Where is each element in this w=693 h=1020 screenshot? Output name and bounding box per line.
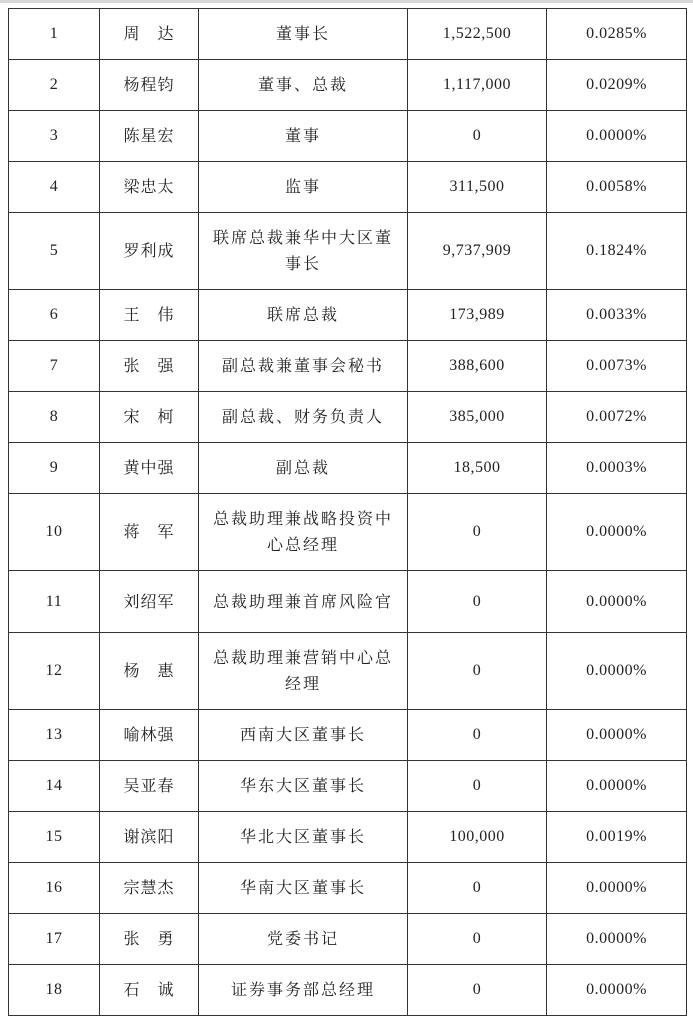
shares-held: 18,500 (408, 443, 547, 494)
page-top-edge (0, 0, 693, 3)
table-row (9, 341, 687, 392)
person-name: 喻林强 (100, 710, 199, 761)
position-title: 党委书记 (199, 914, 408, 965)
person-name: 宗慧杰 (100, 863, 199, 914)
position-title: 监事 (199, 162, 408, 213)
shares-held: 311,500 (408, 162, 547, 213)
share-percentage: 0.0000% (547, 761, 687, 812)
table-row (9, 633, 687, 710)
person-name: 蒋 军 (100, 494, 199, 571)
share-percentage: 0.0000% (547, 633, 687, 710)
shares-held: 173,989 (408, 290, 547, 341)
person-name: 宋 柯 (100, 392, 199, 443)
table-row (9, 710, 687, 761)
table-row (9, 392, 687, 443)
position-title: 联席总裁 (199, 290, 408, 341)
shares-held: 0 (408, 571, 547, 633)
share-percentage: 0.0072% (547, 392, 687, 443)
position-title: 副总裁 (199, 443, 408, 494)
share-percentage: 0.0033% (547, 290, 687, 341)
table-row (9, 914, 687, 965)
person-name: 刘绍军 (100, 571, 199, 633)
row-number: 12 (9, 633, 100, 710)
share-percentage: 0.1824% (547, 213, 687, 290)
position-title: 证券事务部总经理 (199, 965, 408, 1016)
person-name: 石 诚 (100, 965, 199, 1016)
row-number: 15 (9, 812, 100, 863)
shares-held: 0 (408, 710, 547, 761)
share-percentage: 0.0000% (547, 863, 687, 914)
position-title: 董事、总裁 (199, 60, 408, 111)
row-number: 2 (9, 60, 100, 111)
position-title: 副总裁兼董事会秘书 (199, 341, 408, 392)
row-number: 16 (9, 863, 100, 914)
share-percentage: 0.0000% (547, 710, 687, 761)
shares-held: 9,737,909 (408, 213, 547, 290)
shares-held: 1,522,500 (408, 9, 547, 60)
person-name: 吴亚春 (100, 761, 199, 812)
share-percentage: 0.0285% (547, 9, 687, 60)
table-row (9, 9, 687, 60)
share-percentage: 0.0000% (547, 571, 687, 633)
position-title: 总裁助理兼营销中心总经理 (199, 633, 408, 710)
position-title: 董事 (199, 111, 408, 162)
table-row (9, 60, 687, 111)
position-title: 董事长 (199, 9, 408, 60)
shares-held: 0 (408, 761, 547, 812)
table-row (9, 812, 687, 863)
share-percentage: 0.0019% (547, 812, 687, 863)
row-number: 4 (9, 162, 100, 213)
position-title: 总裁助理兼战略投资中心总经理 (199, 494, 408, 571)
position-title: 华东大区董事长 (199, 761, 408, 812)
share-percentage: 0.0000% (547, 111, 687, 162)
share-percentage: 0.0209% (547, 60, 687, 111)
person-name: 陈星宏 (100, 111, 199, 162)
row-number: 10 (9, 494, 100, 571)
row-number: 1 (9, 9, 100, 60)
person-name: 周 达 (100, 9, 199, 60)
position-title: 西南大区董事长 (199, 710, 408, 761)
share-percentage: 0.0000% (547, 965, 687, 1016)
table-row (9, 111, 687, 162)
share-percentage: 0.0003% (547, 443, 687, 494)
position-title: 副总裁、财务负责人 (199, 392, 408, 443)
shares-held: 385,000 (408, 392, 547, 443)
row-number: 6 (9, 290, 100, 341)
shares-held: 0 (408, 914, 547, 965)
table-row (9, 443, 687, 494)
share-percentage: 0.0000% (547, 914, 687, 965)
table-row (9, 863, 687, 914)
table-row (9, 290, 687, 341)
position-title: 联席总裁兼华中大区董事长 (199, 213, 408, 290)
shares-held: 100,000 (408, 812, 547, 863)
row-number: 18 (9, 965, 100, 1016)
person-name: 梁忠太 (100, 162, 199, 213)
share-percentage: 0.0073% (547, 341, 687, 392)
table-row (9, 761, 687, 812)
row-number: 8 (9, 392, 100, 443)
shares-held: 0 (408, 633, 547, 710)
person-name: 王 伟 (100, 290, 199, 341)
position-title: 华北大区董事长 (199, 812, 408, 863)
table-row (9, 571, 687, 633)
table-body (9, 9, 687, 1016)
shares-held: 0 (408, 494, 547, 571)
shares-held: 1,117,000 (408, 60, 547, 111)
shares-held: 0 (408, 111, 547, 162)
row-number: 5 (9, 213, 100, 290)
row-number: 7 (9, 341, 100, 392)
person-name: 张 勇 (100, 914, 199, 965)
position-title: 华南大区董事长 (199, 863, 408, 914)
row-number: 11 (9, 571, 100, 633)
shareholding-table (8, 8, 687, 1016)
row-number: 3 (9, 111, 100, 162)
position-title: 总裁助理兼首席风险官 (199, 571, 408, 633)
person-name: 张 强 (100, 341, 199, 392)
person-name: 黄中强 (100, 443, 199, 494)
share-percentage: 0.0058% (547, 162, 687, 213)
share-percentage: 0.0000% (547, 494, 687, 571)
shares-held: 0 (408, 863, 547, 914)
table-row (9, 965, 687, 1016)
table-row (9, 162, 687, 213)
row-number: 17 (9, 914, 100, 965)
table-row (9, 213, 687, 290)
row-number: 13 (9, 710, 100, 761)
shares-held: 0 (408, 965, 547, 1016)
row-number: 9 (9, 443, 100, 494)
person-name: 杨 惠 (100, 633, 199, 710)
shares-held: 388,600 (408, 341, 547, 392)
person-name: 杨程钧 (100, 60, 199, 111)
person-name: 罗利成 (100, 213, 199, 290)
person-name: 谢滨阳 (100, 812, 199, 863)
row-number: 14 (9, 761, 100, 812)
table-row (9, 494, 687, 571)
